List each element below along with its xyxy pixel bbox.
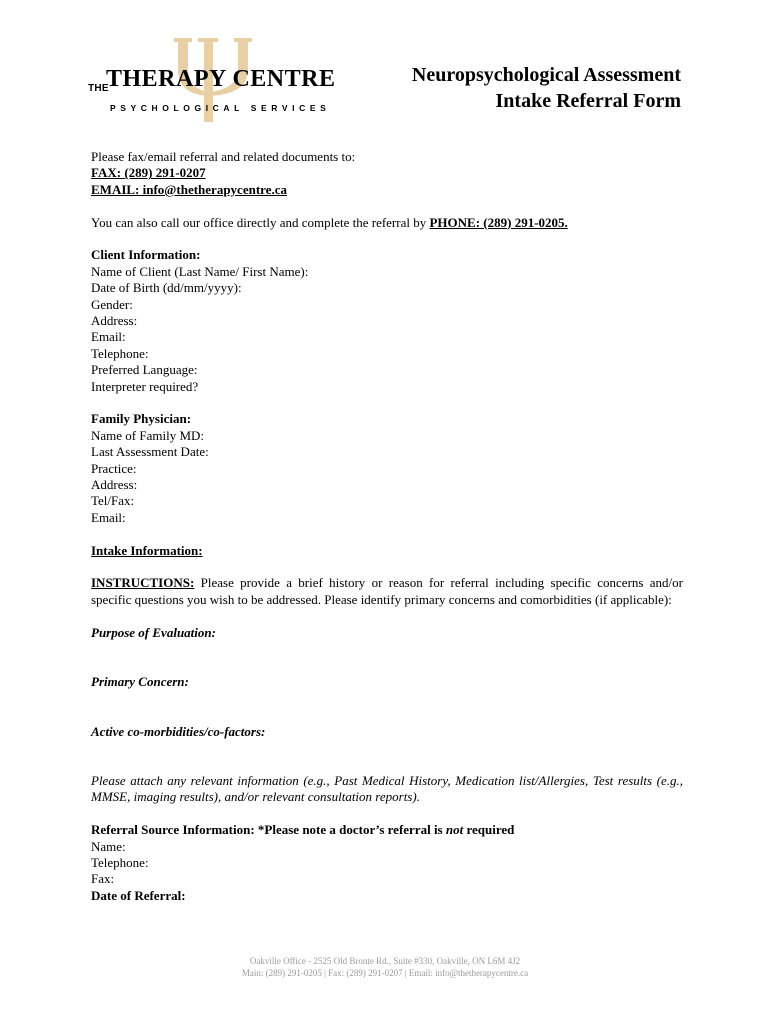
instructions-text: Please provide a brief history or reason for referral including specific concerns and/or specific questions you wish to be addressed. Please identify primary concerns and comorbidities (if applicable): [91,575,683,607]
email-link[interactable]: EMAIL: info@thetherapycentre.ca [91,181,287,197]
client-field[interactable]: Email: [91,329,126,345]
physician-field[interactable]: Name of Family MD: [91,427,205,443]
physician-field[interactable]: Last Assessment Date: [91,444,209,460]
referral-heading-part1: Referral Source Information: *Please note a doctor’s referral is [91,822,446,838]
intake-heading: Intake Information: [91,542,203,558]
instructions-label: INSTRUCTIONS: [91,575,195,591]
comorbidities-field[interactable]: Active co-morbidities/co-factors: [91,723,266,739]
attach-note: Please attach any relevant information (e.g., Past Medical History, Medication list/Allergies, Test results (e.g., MMSE, imaging results), and/or relevant consultation reports). [91,772,683,805]
physician-field[interactable]: Email: [91,509,126,525]
referral-field[interactable]: Name: [91,838,126,854]
referral-field[interactable]: Telephone: [91,854,149,870]
form-title-line1: Neuropsychological Assessment [411,64,681,86]
purpose-field[interactable]: Purpose of Evaluation: [91,624,216,640]
referral-date-field[interactable]: Date of Referral: [91,887,186,903]
instructions-paragraph [91,575,683,608]
client-field[interactable]: Date of Birth (dd/mm/yyyy): [91,280,242,296]
client-field[interactable]: Address: [91,313,138,329]
contact-intro: Please fax/email referral and related documents to: [91,149,356,164]
phone-line [91,215,683,231]
primary-concern-field[interactable]: Primary Concern: [91,674,189,690]
referral-heading-not: not [445,822,464,838]
referral-heading [91,822,683,838]
footer-contact: Main: (289) 291-0205 | Fax: (289) 291-0207 | Email: info@thetherapycentre.ca [241,968,529,978]
client-field[interactable]: Interpreter required? [91,378,199,394]
physician-field[interactable]: Practice: [91,460,137,476]
client-field[interactable]: Name of Client (Last Name/ First Name): [91,263,309,279]
logo-the: THE [88,83,109,94]
client-field[interactable]: Telephone: [91,345,149,361]
phone-intro: You can also call our office directly and complete the referral by [91,214,430,230]
physician-field[interactable]: Address: [91,477,138,493]
form-title [412,62,681,114]
physician-heading: Family Physician: [91,411,192,427]
fax-number[interactable]: FAX: (289) 291-0207 [91,165,206,181]
client-field[interactable]: Preferred Language: [91,362,198,378]
page-footer [0,955,770,979]
logo-name: THERAPY CENTRE [106,66,336,92]
footer-address: Oakville Office - 2525 Old Bronte Rd., Suite #330, Oakville, ON L6M 4J2 [249,956,521,966]
physician-field[interactable]: Tel/Fax: [91,493,135,509]
form-body [91,149,683,904]
form-title-line2: Intake Referral Form [495,90,681,112]
company-logo [86,36,336,126]
referral-field[interactable]: Fax: [91,871,115,887]
client-field[interactable]: Gender: [91,296,133,312]
referral-heading-part2: required [463,822,515,838]
logo-subtitle: PSYCHOLOGICAL SERVICES [110,103,331,113]
phone-number[interactable]: PHONE: (289) 291-0205. [429,214,568,230]
client-heading: Client Information: [91,247,201,263]
